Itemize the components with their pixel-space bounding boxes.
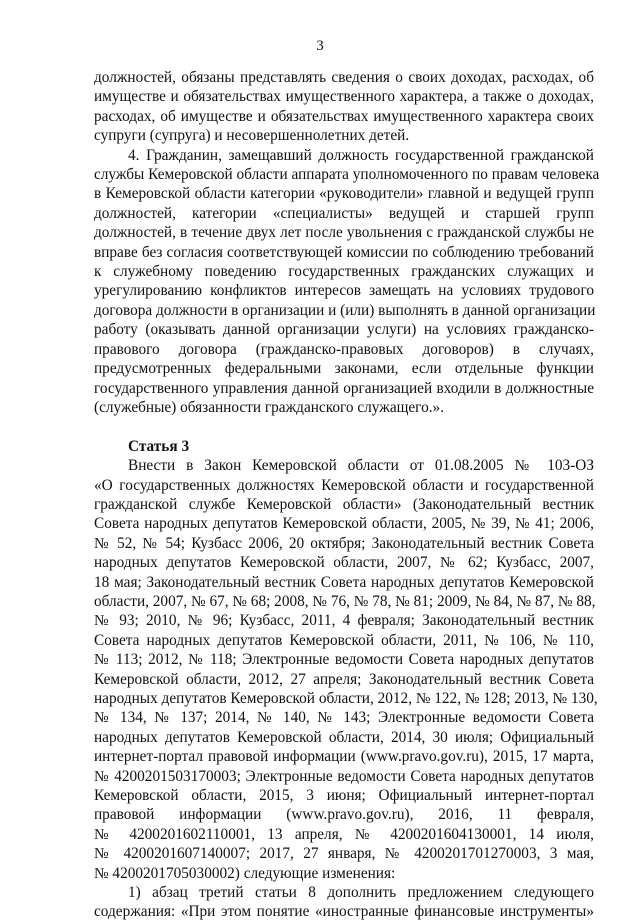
text-line: государственного управления данной организацией входили в должностные bbox=[94, 379, 594, 397]
text-line: работу (оказывать данной организации услуги) на условиях гражданско- bbox=[94, 321, 594, 339]
text-line: (служебные) обязанности гражданского служащего.». bbox=[94, 398, 445, 416]
text-line: супруги (супруга) и несовершеннолетних детей. bbox=[94, 127, 410, 145]
text-line: правового договора (гражданско-правовых договоров) в случаях, bbox=[94, 340, 594, 358]
text-line: № 4200201705030002) следующие изменения: bbox=[94, 864, 396, 882]
text-line: должностей, категории «специалисты» ведущей и старшей групп bbox=[94, 204, 594, 222]
paragraph-continuation bbox=[94, 68, 594, 146]
text-line: народных депутатов Кемеровской области, 2014, 30 июля; Официальный bbox=[94, 728, 594, 746]
spacer bbox=[94, 417, 594, 436]
text-line: гражданской службе Кемеровской области» (Законодательный вестник bbox=[94, 495, 594, 513]
text-line: предусмотренных федеральными законами, если отдельные функции bbox=[94, 360, 594, 378]
text-line: к служебному поведению государственных гражданских служащих и bbox=[94, 263, 594, 281]
text-line: содержания: «При этом понятие «иностранные финансовые инструменты» bbox=[94, 903, 594, 921]
text-line: Кемеровской области, 2015, 3 июня; Официальный интернет-портал bbox=[94, 787, 594, 805]
text-line: № 4200201602110001, 13 апреля, № 4200201604130001, 14 июля, bbox=[94, 825, 594, 843]
text-line: № 4200201607140007; 2017, 27 января, № 4200201701270003, 3 мая, bbox=[94, 845, 594, 863]
text-line: должностей, в течение двух лет после увольнения с гражданской службы не bbox=[94, 224, 594, 242]
text-line: должностей, обязаны представлять сведения о своих доходах, расходах, об bbox=[94, 69, 594, 86]
text-line: «О государственных должностях Кемеровской области и государственной bbox=[94, 476, 594, 494]
page-number: 3 bbox=[316, 38, 324, 54]
text-line: урегулированию конфликтов интересов замещать на условиях трудового bbox=[94, 282, 594, 300]
text-line: № 113; 2012, № 118; Электронные ведомости Совета народных депутатов bbox=[94, 651, 594, 669]
text-line: 4. Гражданин, замещавший должность государственной гражданской bbox=[128, 146, 594, 164]
text-line: 18 мая; Законодательный вестник Совета народных депутатов Кемеровской bbox=[94, 573, 594, 591]
text-line: вправе без согласия соответствующей комиссии по соблюдению требований bbox=[94, 243, 594, 261]
text-line: 1) абзац третий статьи 8 дополнить предложением следующего bbox=[128, 884, 594, 902]
text-line: службы Кемеровской области аппарата уполномоченного по правам человека bbox=[94, 166, 600, 184]
text-line: Совета народных депутатов Кемеровской области, 2011, № 106, № 110, bbox=[94, 631, 594, 649]
text-line: имуществе и обязательствах имущественного характера, а также о доходах, bbox=[94, 88, 594, 106]
text-line: № 134, № 137; 2014, № 140, № 143; Электронные ведомости Совета bbox=[94, 709, 594, 727]
text-line: интернет-портал правовой информации (www.pravo.gov.ru), 2015, 17 марта, bbox=[94, 748, 594, 766]
text-line: Совета народных депутатов Кемеровской области, 2005, № 39, № 41; 2006, bbox=[94, 515, 594, 533]
text-line: области, 2007, № 67, № 68; 2008, № 76, № 78, № 81; 2009, № 84, № 87, № 88, bbox=[94, 592, 596, 610]
document-body bbox=[94, 68, 600, 922]
text-line: народных депутатов Кемеровской области, 2007, № 62; Кузбасс, 2007, bbox=[94, 554, 594, 572]
text-line: правовой информации (www.pravo.gov.ru), 2016, 11 февраля, bbox=[94, 806, 594, 824]
article-3-body bbox=[94, 456, 598, 883]
article-heading: Статья 3 bbox=[128, 437, 190, 455]
text-line: в Кемеровской области категории «руководители» главной и ведущей групп bbox=[94, 185, 594, 203]
text-line: № 93; 2010, № 96; Кузбасс, 2011, 4 февраля; Законодательный вестник bbox=[94, 612, 594, 630]
text-line: № 4200201503170003; Электронные ведомости Совета народных депутатов bbox=[94, 767, 594, 785]
text-line: Кемеровской области, 2012, 27 апреля; Законодательный вестник Совета bbox=[94, 670, 594, 688]
text-line: № 52, № 54; Кузбасс 2006, 20 октября; Законодательный вестник Совета bbox=[94, 534, 594, 552]
text-line: расходах, об имуществе и обязательствах имущественного характера своих bbox=[94, 107, 594, 125]
amendment-item-1 bbox=[94, 883, 594, 922]
text-line: народных депутатов Кемеровской области, 2012, № 122, № 128; 2013, № 130, bbox=[94, 689, 598, 707]
text-line: договора должности в организации и (или) выполнять в данной организации bbox=[94, 301, 596, 319]
text-line: Внести в Закон Кемеровской области от 01.08.2005 № 103-ОЗ bbox=[128, 457, 594, 475]
paragraph-item-4 bbox=[94, 146, 600, 418]
